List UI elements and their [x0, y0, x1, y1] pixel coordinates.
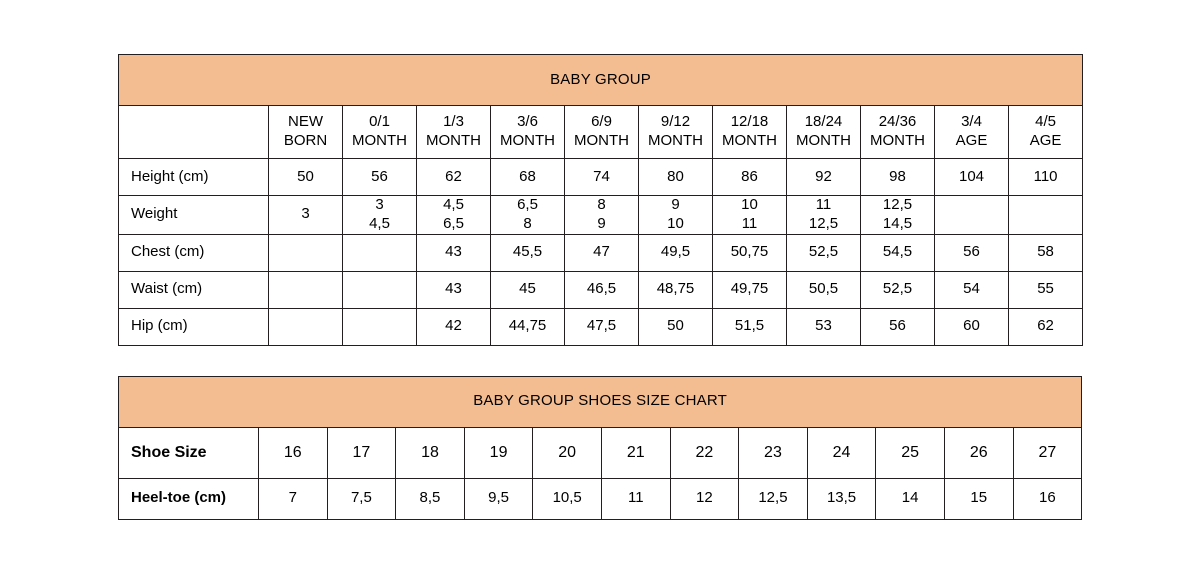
cell-height-newborn: 50 [269, 159, 343, 196]
cell-height-0-1: 56 [343, 159, 417, 196]
row-label-chest: Chest (cm) [119, 234, 269, 271]
cell-chest-24-36: 54,5 [861, 234, 935, 271]
shoes-size-row [119, 427, 1082, 478]
header-cell-3-6-month: 3/6 MONTH [491, 106, 565, 159]
cell-chest-6-9: 47 [565, 234, 639, 271]
cell-height-24-36: 98 [861, 159, 935, 196]
cell-hip-1-3: 42 [417, 308, 491, 345]
cell-shoe-size-2: 18 [396, 427, 465, 478]
cell-height-3-4: 104 [935, 159, 1009, 196]
cell-hip-12-18: 51,5 [713, 308, 787, 345]
cell-chest-9-12: 49,5 [639, 234, 713, 271]
cell-shoe-size-7: 23 [739, 427, 808, 478]
cell-weight-3-4 [935, 196, 1009, 235]
cell-height-4-5: 110 [1009, 159, 1083, 196]
cell-weight-6-9: 8 9 [565, 196, 639, 235]
cell-weight-24-36: 12,5 14,5 [861, 196, 935, 235]
cell-shoe-size-4: 20 [533, 427, 602, 478]
header-cell-18-24-month: 18/24 MONTH [787, 106, 861, 159]
size-chart-page [118, 54, 1082, 520]
row-label-weight: Weight [119, 196, 269, 235]
main-table-title: BABY GROUP [119, 55, 1083, 106]
table-spacer [118, 346, 1082, 376]
cell-hip-0-1 [343, 308, 417, 345]
cell-waist-24-36: 52,5 [861, 271, 935, 308]
shoes-title-row [119, 376, 1082, 427]
header-cell-newborn: NEW BORN [269, 106, 343, 159]
header-cell-6-9-month: 6/9 MONTH [565, 106, 639, 159]
cell-weight-12-18: 10 11 [713, 196, 787, 235]
main-header-row [119, 106, 1083, 159]
cell-shoe-size-6: 22 [670, 427, 739, 478]
shoes-table-title: BABY GROUP SHOES SIZE CHART [119, 376, 1082, 427]
cell-heel-toe-10: 15 [944, 478, 1013, 519]
cell-height-9-12: 80 [639, 159, 713, 196]
cell-height-3-6: 68 [491, 159, 565, 196]
cell-waist-3-6: 45 [491, 271, 565, 308]
cell-chest-18-24: 52,5 [787, 234, 861, 271]
cell-heel-toe-2: 8,5 [396, 478, 465, 519]
cell-shoe-size-1: 17 [327, 427, 396, 478]
cell-shoe-size-10: 26 [944, 427, 1013, 478]
cell-shoe-size-3: 19 [464, 427, 533, 478]
row-label-heel-toe: Heel-toe (cm) [119, 478, 259, 519]
cell-heel-toe-0: 7 [259, 478, 328, 519]
header-cell-0-1-month: 0/1 MONTH [343, 106, 417, 159]
cell-chest-1-3: 43 [417, 234, 491, 271]
row-label-waist: Waist (cm) [119, 271, 269, 308]
header-cell-blank [119, 106, 269, 159]
row-label-height: Height (cm) [119, 159, 269, 196]
cell-height-1-3: 62 [417, 159, 491, 196]
cell-height-12-18: 86 [713, 159, 787, 196]
cell-hip-3-6: 44,75 [491, 308, 565, 345]
header-cell-12-18-month: 12/18 MONTH [713, 106, 787, 159]
cell-shoe-size-0: 16 [259, 427, 328, 478]
cell-heel-toe-4: 10,5 [533, 478, 602, 519]
cell-weight-4-5 [1009, 196, 1083, 235]
header-cell-4-5-age: 4/5 AGE [1009, 106, 1083, 159]
cell-shoe-size-9: 25 [876, 427, 945, 478]
cell-waist-3-4: 54 [935, 271, 1009, 308]
cell-heel-toe-7: 12,5 [739, 478, 808, 519]
cell-chest-0-1 [343, 234, 417, 271]
cell-chest-12-18: 50,75 [713, 234, 787, 271]
cell-shoe-size-8: 24 [807, 427, 876, 478]
cell-hip-newborn [269, 308, 343, 345]
table-row [119, 159, 1083, 196]
cell-heel-toe-9: 14 [876, 478, 945, 519]
cell-hip-6-9: 47,5 [565, 308, 639, 345]
cell-chest-3-4: 56 [935, 234, 1009, 271]
cell-hip-18-24: 53 [787, 308, 861, 345]
table-row [119, 308, 1083, 345]
heel-toe-row [119, 478, 1082, 519]
cell-waist-newborn [269, 271, 343, 308]
row-label-hip: Hip (cm) [119, 308, 269, 345]
cell-heel-toe-6: 12 [670, 478, 739, 519]
table-row [119, 234, 1083, 271]
cell-waist-18-24: 50,5 [787, 271, 861, 308]
table-row [119, 271, 1083, 308]
cell-height-6-9: 74 [565, 159, 639, 196]
cell-weight-0-1: 3 4,5 [343, 196, 417, 235]
cell-heel-toe-3: 9,5 [464, 478, 533, 519]
cell-waist-0-1 [343, 271, 417, 308]
baby-shoes-size-table [118, 376, 1082, 520]
cell-waist-12-18: 49,75 [713, 271, 787, 308]
cell-hip-24-36: 56 [861, 308, 935, 345]
cell-waist-9-12: 48,75 [639, 271, 713, 308]
table-row [119, 196, 1083, 235]
cell-chest-newborn [269, 234, 343, 271]
cell-heel-toe-11: 16 [1013, 478, 1082, 519]
cell-height-18-24: 92 [787, 159, 861, 196]
cell-hip-4-5: 62 [1009, 308, 1083, 345]
cell-heel-toe-5: 11 [601, 478, 670, 519]
cell-weight-9-12: 9 10 [639, 196, 713, 235]
header-cell-9-12-month: 9/12 MONTH [639, 106, 713, 159]
cell-shoe-size-11: 27 [1013, 427, 1082, 478]
header-cell-3-4-age: 3/4 AGE [935, 106, 1009, 159]
cell-weight-1-3: 4,5 6,5 [417, 196, 491, 235]
cell-waist-4-5: 55 [1009, 271, 1083, 308]
cell-hip-9-12: 50 [639, 308, 713, 345]
cell-waist-1-3: 43 [417, 271, 491, 308]
cell-weight-3-6: 6,5 8 [491, 196, 565, 235]
cell-waist-6-9: 46,5 [565, 271, 639, 308]
main-title-row [119, 55, 1083, 106]
cell-shoe-size-5: 21 [601, 427, 670, 478]
cell-weight-newborn: 3 [269, 196, 343, 235]
row-label-shoe-size: Shoe Size [119, 427, 259, 478]
cell-heel-toe-1: 7,5 [327, 478, 396, 519]
cell-hip-3-4: 60 [935, 308, 1009, 345]
cell-chest-4-5: 58 [1009, 234, 1083, 271]
cell-heel-toe-8: 13,5 [807, 478, 876, 519]
cell-chest-3-6: 45,5 [491, 234, 565, 271]
header-cell-24-36-month: 24/36 MONTH [861, 106, 935, 159]
header-cell-1-3-month: 1/3 MONTH [417, 106, 491, 159]
cell-weight-18-24: 11 12,5 [787, 196, 861, 235]
baby-group-size-table [118, 54, 1083, 346]
